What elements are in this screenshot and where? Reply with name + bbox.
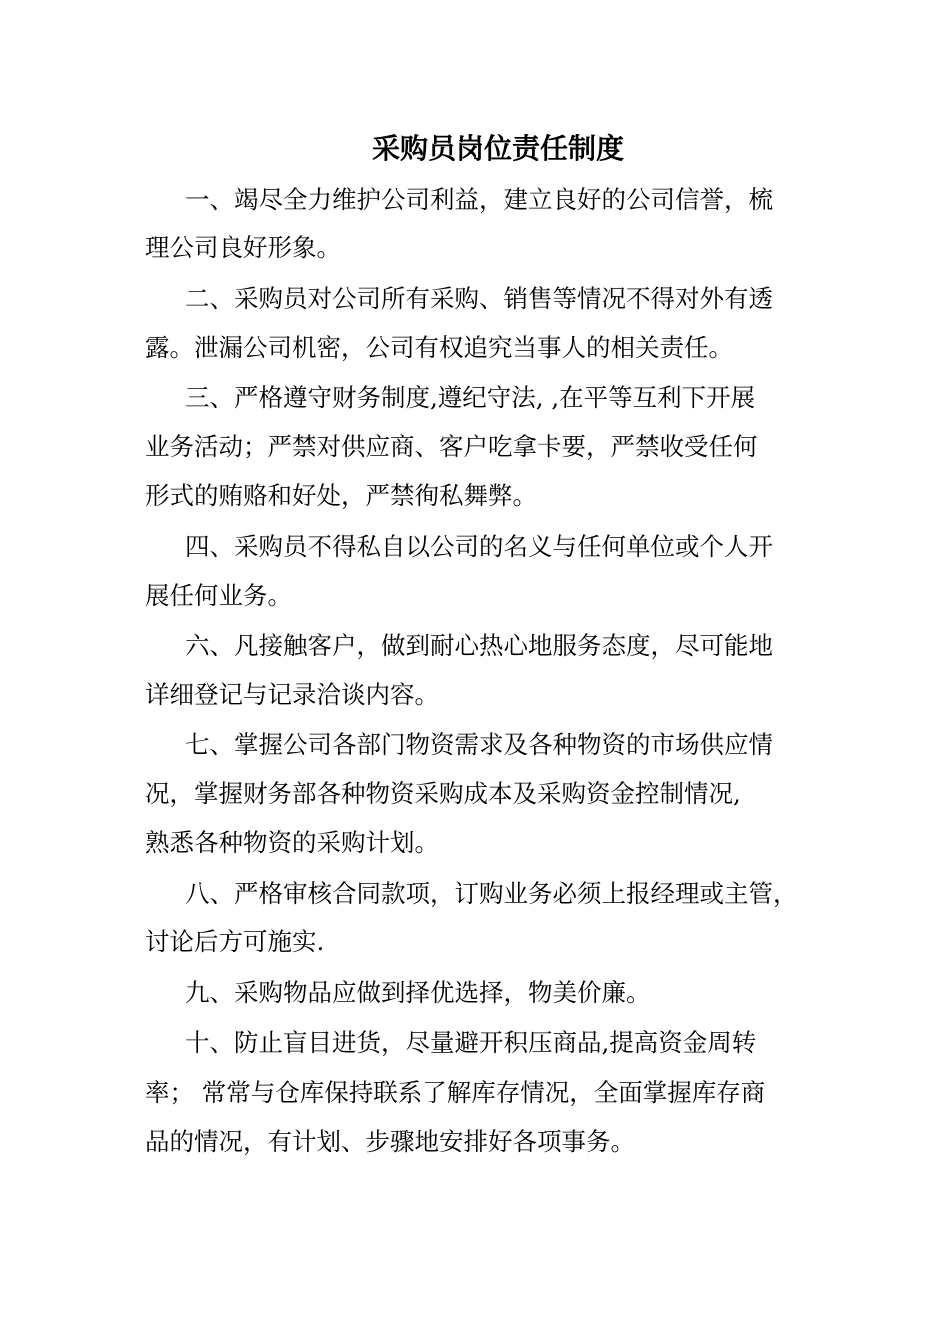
paragraph-line: 八、严格审核合同款项，订购业务必须上报经理或主管， xyxy=(185,879,798,908)
paragraph-line: 十、防止盲目进货，尽量避开积压商品,提高资金周转 xyxy=(185,1028,757,1057)
paragraph-line: 率； 常常与仓库保持联系了解库存情况，全面掌握库存商 xyxy=(145,1078,766,1107)
paragraph-line: 形式的贿赂和好处，严禁徇私舞弊。 xyxy=(145,481,537,510)
paragraph-line: 二、采购员对公司所有采购、销售等情况不得对外有透 xyxy=(185,284,773,313)
paragraph-line: 九、采购物品应做到择优选择，物美价廉。 xyxy=(185,978,651,1007)
paragraph-line: 四、采购员不得私自以公司的名义与任何单位或个人开 xyxy=(185,532,773,561)
paragraph-line: 展任何业务。 xyxy=(145,581,292,610)
document-title: 采购员岗位责任制度 xyxy=(371,132,624,165)
paragraph-line: 六、凡接触客户，做到耐心热心地服务态度，尽可能地 xyxy=(185,631,773,660)
paragraph-line: 理公司良好形象。 xyxy=(145,233,341,262)
paragraph-line: 七、掌握公司各部门物资需求及各种物资的市场供应情 xyxy=(185,730,773,759)
paragraph-line: 一、竭尽全力维护公司利益，建立良好的公司信誉，梳 xyxy=(185,185,773,214)
paragraph-line: 熟悉各种物资的采购计划。 xyxy=(145,828,439,857)
paragraph-line: 况，掌握财务部各种物资采购成本及采购资金控制情况, xyxy=(145,779,741,808)
paragraph-line: 品的情况，有计划、步骤地安排好各项事务。 xyxy=(145,1127,635,1156)
paragraph-line: 三、严格遵守财务制度,遵纪守法, ,在平等互利下开展 xyxy=(185,383,756,412)
paragraph-line: 露。泄漏公司机密，公司有权追究当事人的相关责任。 xyxy=(145,333,733,362)
paragraph-line: 详细登记与记录洽谈内容。 xyxy=(145,680,439,709)
paragraph-line: 讨论后方可施实. xyxy=(145,927,325,956)
paragraph-line: 业务活动；严禁对供应商、客户吃拿卡要，严禁收受任何 xyxy=(145,432,758,461)
